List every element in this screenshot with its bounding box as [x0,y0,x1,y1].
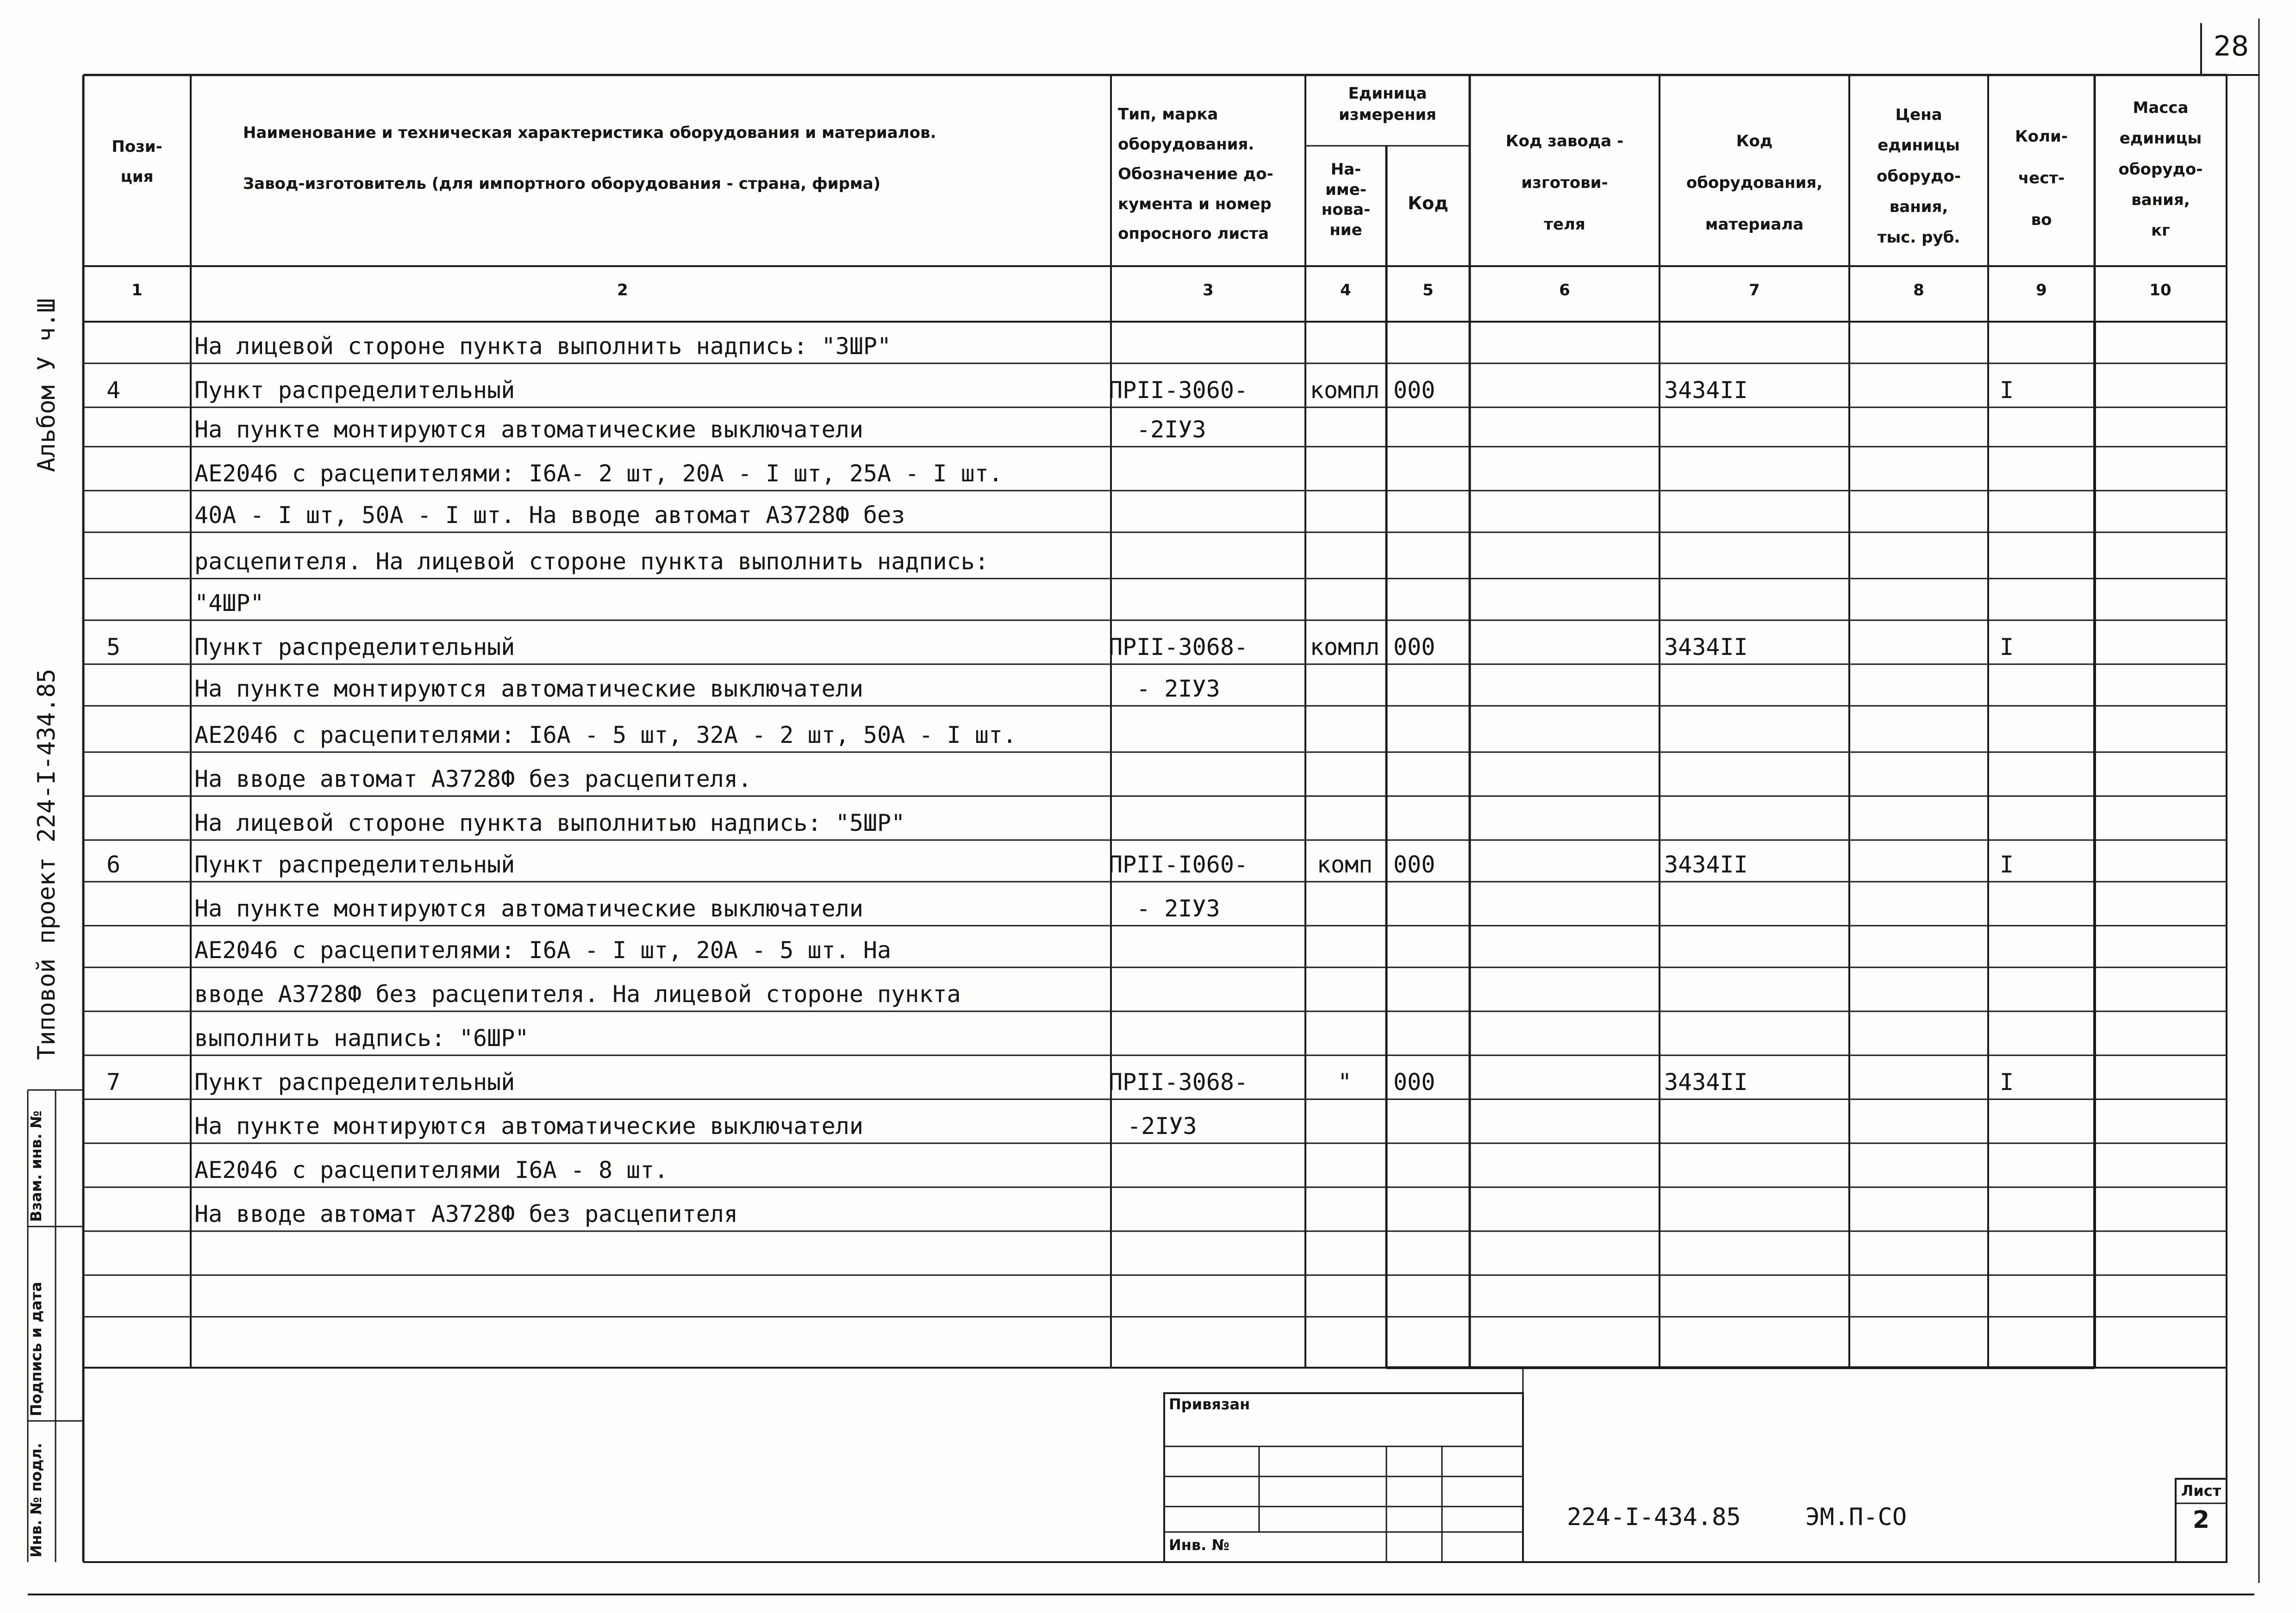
cell-name: Пункт распределительный [194,634,515,660]
cell-unit-code: 000 [1393,634,1435,660]
cell-name: Пункт распределительный [194,851,515,878]
colnum-1: 1 [131,281,143,299]
cell-qty: I [2000,851,2014,878]
cell-mat-code: 3434II [1664,634,1748,660]
cell-type: -2IУ3 [1136,416,1206,443]
vz-inv-label: Взам. инв. № [27,1110,45,1222]
header-unit-name: На- име- нова- ние [1321,160,1371,239]
cell-unit: " [1337,1069,1352,1096]
cell-qty: I [2000,1069,2014,1096]
cell-type: ПРII-3068- [1109,1069,1248,1096]
cell-name: Пункт распределительный [194,1069,515,1096]
sign-date-label: Подпись и дата [27,1282,45,1416]
document-code: 224-I-434.85 [1567,1503,1741,1531]
cell-name: На лицевой стороне пункта выполнитью надпись: "5ШР" [194,810,905,836]
header-position: Пози- ция [112,137,162,186]
cell-mat-code: 3434II [1664,1069,1748,1096]
header-unit-code: Код [1408,193,1448,213]
cell-name: расцепителя. На лицевой стороне пункта выполнить надпись: [194,548,989,575]
sheet-number-top: 28 [2213,30,2249,62]
header-factory-code: Код завода - изготови- теля [1505,132,1624,234]
inv-no-label: Инв. № [1169,1536,1229,1554]
cell-name: На пункте монтируются автоматические выключатели [194,1113,863,1140]
cell-name: АЕ2046 с расцепителями I6А - 8 шт. [194,1157,668,1183]
cell-type: -2IУ3 [1127,1113,1197,1140]
cell-type: ПРII-I060- [1109,851,1248,878]
cell-name: АЕ2046 с расцепителями: I6А - 5 шт, 32А - 2 шт, 50А - I шт. [194,722,1017,748]
colnum-4: 4 [1340,281,1351,299]
cell-name: вводе А3728Ф без расцепителя. На лицевой стороне пункта [194,981,961,1008]
cell-mat-code: 3434II [1664,851,1748,878]
header-price: Цена единицы оборудо- вания, тыс. руб. [1877,106,1961,247]
header-name-line1: Наименование и техническая характеристика оборудования и материалов. [243,124,936,142]
cell-unit: компл [1310,377,1380,404]
cell-name: На вводе автомат А3728Ф без расцепителя [194,1201,738,1227]
sheet-value: 2 [2192,1506,2210,1534]
cell-type: - 2IУ3 [1136,675,1220,702]
cell-type: - 2IУ3 [1136,895,1220,922]
sheet-label: Лист [2181,1482,2221,1500]
colnum-3: 3 [1203,281,1214,299]
privyazan-label: Привязан [1169,1395,1250,1413]
cell-unit-code: 000 [1393,377,1435,404]
header-material-code: Код оборудования, материала [1686,132,1823,234]
cell-qty: I [2000,634,2014,660]
cell-pos: 5 [106,634,121,660]
colnum-8: 8 [1913,281,1924,299]
colnum-9: 9 [2036,281,2047,299]
cell-name: Пункт распределительный [194,377,515,404]
cell-name: На лицевой стороне пункта выполнить надпись: "3ШР" [194,333,892,360]
cell-name: АЕ2046 с расцепителями: I6А - I шт, 20А - 5 шт. На [194,937,892,964]
header-name-line2: Завод-изготовитель (для импортного оборудования - страна, фирма) [243,174,881,193]
cell-unit-code: 000 [1393,1069,1435,1096]
inv-podl-label: Инв. № подл. [27,1443,45,1557]
album-label: Альбом У ч.Ш [33,298,61,472]
cell-pos: 4 [106,377,121,404]
cell-unit-code: 000 [1393,851,1435,878]
project-label: Типовой проект 224-I-434.85 [33,668,61,1060]
cell-name: 40А - I шт, 50А - I шт. На вводе автомат А3728Ф без [194,502,905,529]
cell-name: На вводе автомат А3728Ф без расцепителя. [194,766,752,792]
cell-unit: компл [1310,634,1380,660]
cell-name: "4ШР" [194,590,264,617]
cell-unit: комп [1316,851,1373,878]
cell-pos: 6 [106,851,121,878]
cell-type: ПРII-3068- [1109,634,1248,660]
cell-name: АЕ2046 с расцепителями: I6А- 2 шт, 20А - I шт, 25А - I шт. [194,460,1003,487]
cell-name: На пункте монтируются автоматические выключатели [194,416,863,443]
header-quantity: Коли- чест- во [2015,127,2068,230]
cell-name: На пункте монтируются автоматические выключатели [194,895,863,922]
cell-type: ПРII-3060- [1109,377,1248,404]
cell-qty: I [2000,377,2014,404]
document-mark: ЭМ.П-СО [1805,1503,1907,1531]
colnum-7: 7 [1749,281,1760,299]
header-mass: Масса единицы оборудо- вания, кг [2118,99,2203,240]
header-type: Тип, марка оборудования. Обозначение до- кумента и номер опросного листа [1118,105,1273,243]
cell-mat-code: 3434II [1664,377,1748,404]
header-unit-group: Единица измерения [1339,84,1436,124]
colnum-5: 5 [1423,281,1434,299]
cell-pos: 7 [106,1069,121,1096]
cell-name: выполнить надпись: "6ШР" [194,1025,529,1052]
cell-name: На пункте монтируются автоматические выключатели [194,675,863,702]
colnum-2: 2 [617,281,628,299]
colnum-10: 10 [2149,281,2171,299]
colnum-6: 6 [1559,281,1570,299]
